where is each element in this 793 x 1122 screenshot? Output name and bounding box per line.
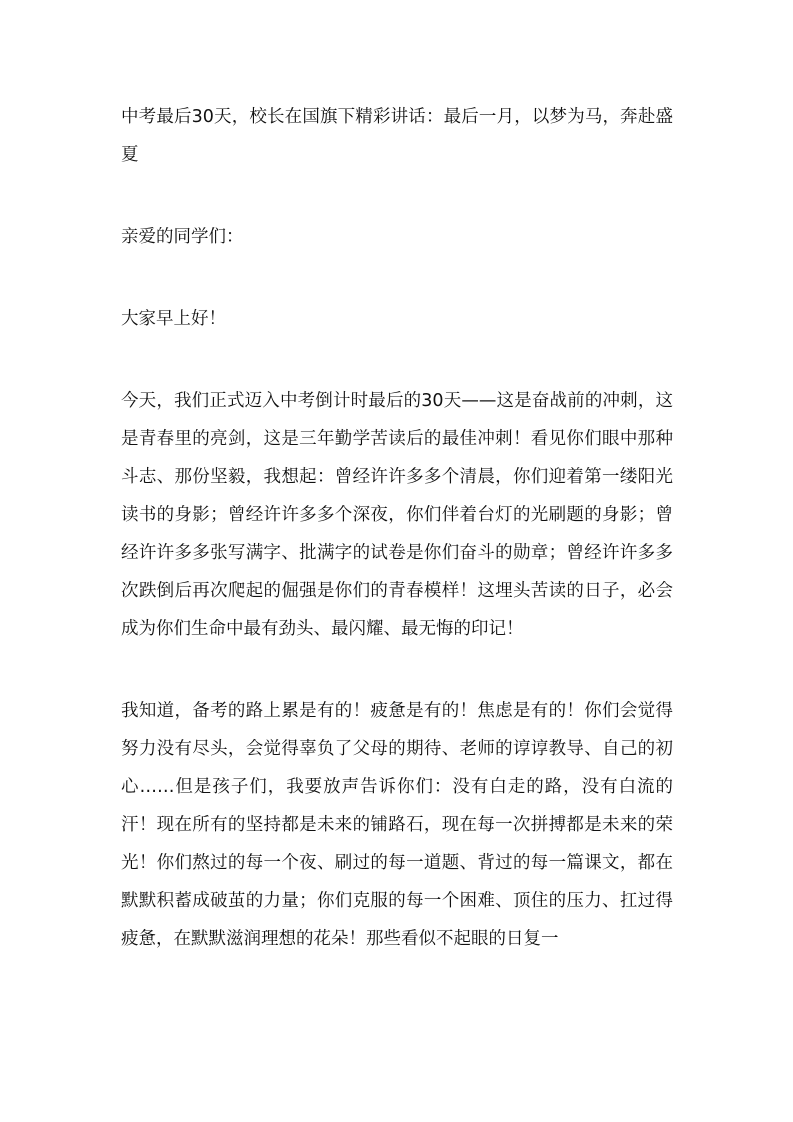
document-title: 中考最后30天，校长在国旗下精彩讲话：最后一月，以梦为马，奔赴盛夏 <box>121 107 673 165</box>
greeting: 大家早上好！ <box>121 309 226 329</box>
document-body <box>121 98 673 958</box>
salutation: 亲爱的同学们： <box>121 227 244 247</box>
paragraph-1: 今天，我们正式迈入中考倒计时最后的30天——这是奋战前的冲刺，这是青春里的亮剑，这是三年勤学苦读后的最佳冲刺！看见你们眼中那种斗志、那份坚毅，我想起：曾经许许多多个清晨，你们迎着第一缕阳光读书的身影；曾经许许多多个深夜，你们伴着台灯的光刷题的身影；曾经许许多多张写满字、批满字的试卷是你们奋斗的勋章；曾经许许多多次跌倒后再次爬起的倔强是你们的青春模样！这埋头苦读的日子，必会成为你们生命中最有劲头、最闪耀、最无悔的印记！ <box>121 391 673 639</box>
paragraph-2: 我知道，备考的路上累是有的！疲惫是有的！焦虑是有的！你们会觉得努力没有尽头，会觉得辜负了父母的期待、老师的谆谆教导、自己的初心……但是孩子们，我要放声告诉你们：没有白走的路，没有白流的汗！现在所有的坚持都是未来的铺路石，现在每一次拼搏都是未来的荣光！你们熬过的每一个夜、刷过的每一道题、背过的每一篇课文，都在默默积蓄成破茧的力量；你们克服的每一个困难、顶住的压力、扛过得疲惫，在默默滋润理想的花朵！那些看似不起眼的日复一 <box>121 701 673 949</box>
